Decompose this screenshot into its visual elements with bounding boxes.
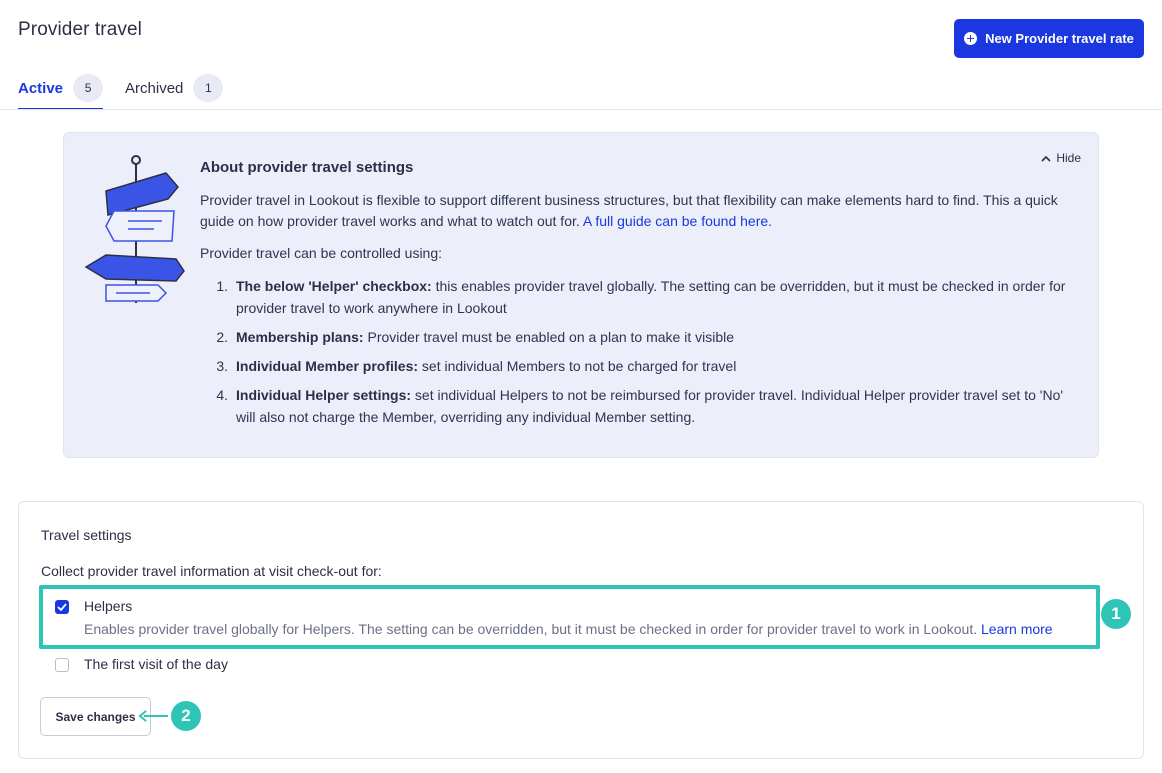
info-intro (200, 190, 1070, 232)
tabs-divider (0, 109, 1162, 110)
highlight-box (39, 585, 1100, 649)
list-item-text: this enables provider travel globally. The setting can be overridden, but it must be checked in order for provider travel to work anywhere in Lookout (236, 278, 1066, 316)
tab-active-count: 5 (73, 74, 103, 102)
info-title: About provider travel settings (200, 159, 414, 176)
tab-active[interactable] (18, 69, 103, 109)
full-guide-link[interactable]: A full guide can be found here. (582, 213, 773, 229)
list-item-text: set individual Members to not be charged for travel (418, 358, 737, 374)
plus-circle-icon (964, 32, 977, 45)
list-item-number: 2. (216, 329, 228, 345)
settings-subtitle: Collect provider travel information at visit check-out for: (41, 563, 382, 579)
tabs (18, 69, 223, 109)
list-item (200, 275, 1070, 319)
new-provider-travel-rate-button[interactable] (954, 19, 1144, 58)
list-item-bold: Individual Member profiles: (236, 358, 419, 374)
info-list (200, 275, 1070, 428)
list-item-bold: Membership plans: (236, 329, 364, 345)
tab-archived-count: 1 (193, 74, 223, 102)
annotation-marker-2: 2 (171, 701, 201, 731)
new-button-label: New Provider travel rate (985, 31, 1134, 46)
list-item-text: set individual Helpers to not be reimbursed for provider travel. Individual Helper provider travel set to 'No' will also not charge the Member, overriding any individual Member setting. (236, 387, 1064, 425)
annotation-marker-1: 1 (1101, 599, 1131, 629)
tab-archived-label: Archived (125, 79, 184, 97)
list-item-number: 3. (216, 358, 228, 374)
first-visit-label: The first visit of the day (84, 656, 228, 672)
first-visit-option (55, 656, 228, 672)
first-visit-checkbox[interactable] (55, 658, 69, 672)
info-content (200, 159, 1070, 435)
helpers-description-text: Enables provider travel globally for Helpers. The setting can be overridden, but it must be checked in order for provider travel to work in Lookout. (84, 621, 978, 637)
list-item (200, 355, 1070, 377)
list-item-bold: Individual Helper settings: (236, 387, 412, 403)
hide-label: Hide (1056, 151, 1081, 165)
list-item-bold: The below 'Helper' checkbox: (236, 278, 432, 294)
list-item-text: Provider travel must be enabled on a plan to make it visible (363, 329, 735, 345)
page-title: Provider travel (18, 19, 142, 40)
settings-title: Travel settings (41, 527, 132, 543)
info-intro-text: Provider travel in Lookout is flexible to support different business structures, but that flexibility can make elements hard to find. This a quick guide on how provider travel works and what to watch out for. (200, 192, 1058, 229)
learn-more-link[interactable]: Learn more (981, 621, 1053, 637)
arrow-left-icon (138, 709, 170, 723)
list-item (200, 384, 1070, 428)
tab-archived[interactable] (125, 69, 223, 109)
list-item-number: 1. (216, 278, 228, 294)
list-item-number: 4. (216, 387, 228, 403)
save-changes-button[interactable]: Save changes (40, 697, 151, 736)
info-controlled-by: Provider travel can be controlled using: (200, 245, 443, 261)
info-panel (63, 132, 1099, 458)
tab-active-label: Active (18, 79, 64, 97)
helpers-label: Helpers (84, 598, 133, 614)
signpost-illustration (84, 153, 190, 303)
list-item (200, 326, 1070, 348)
